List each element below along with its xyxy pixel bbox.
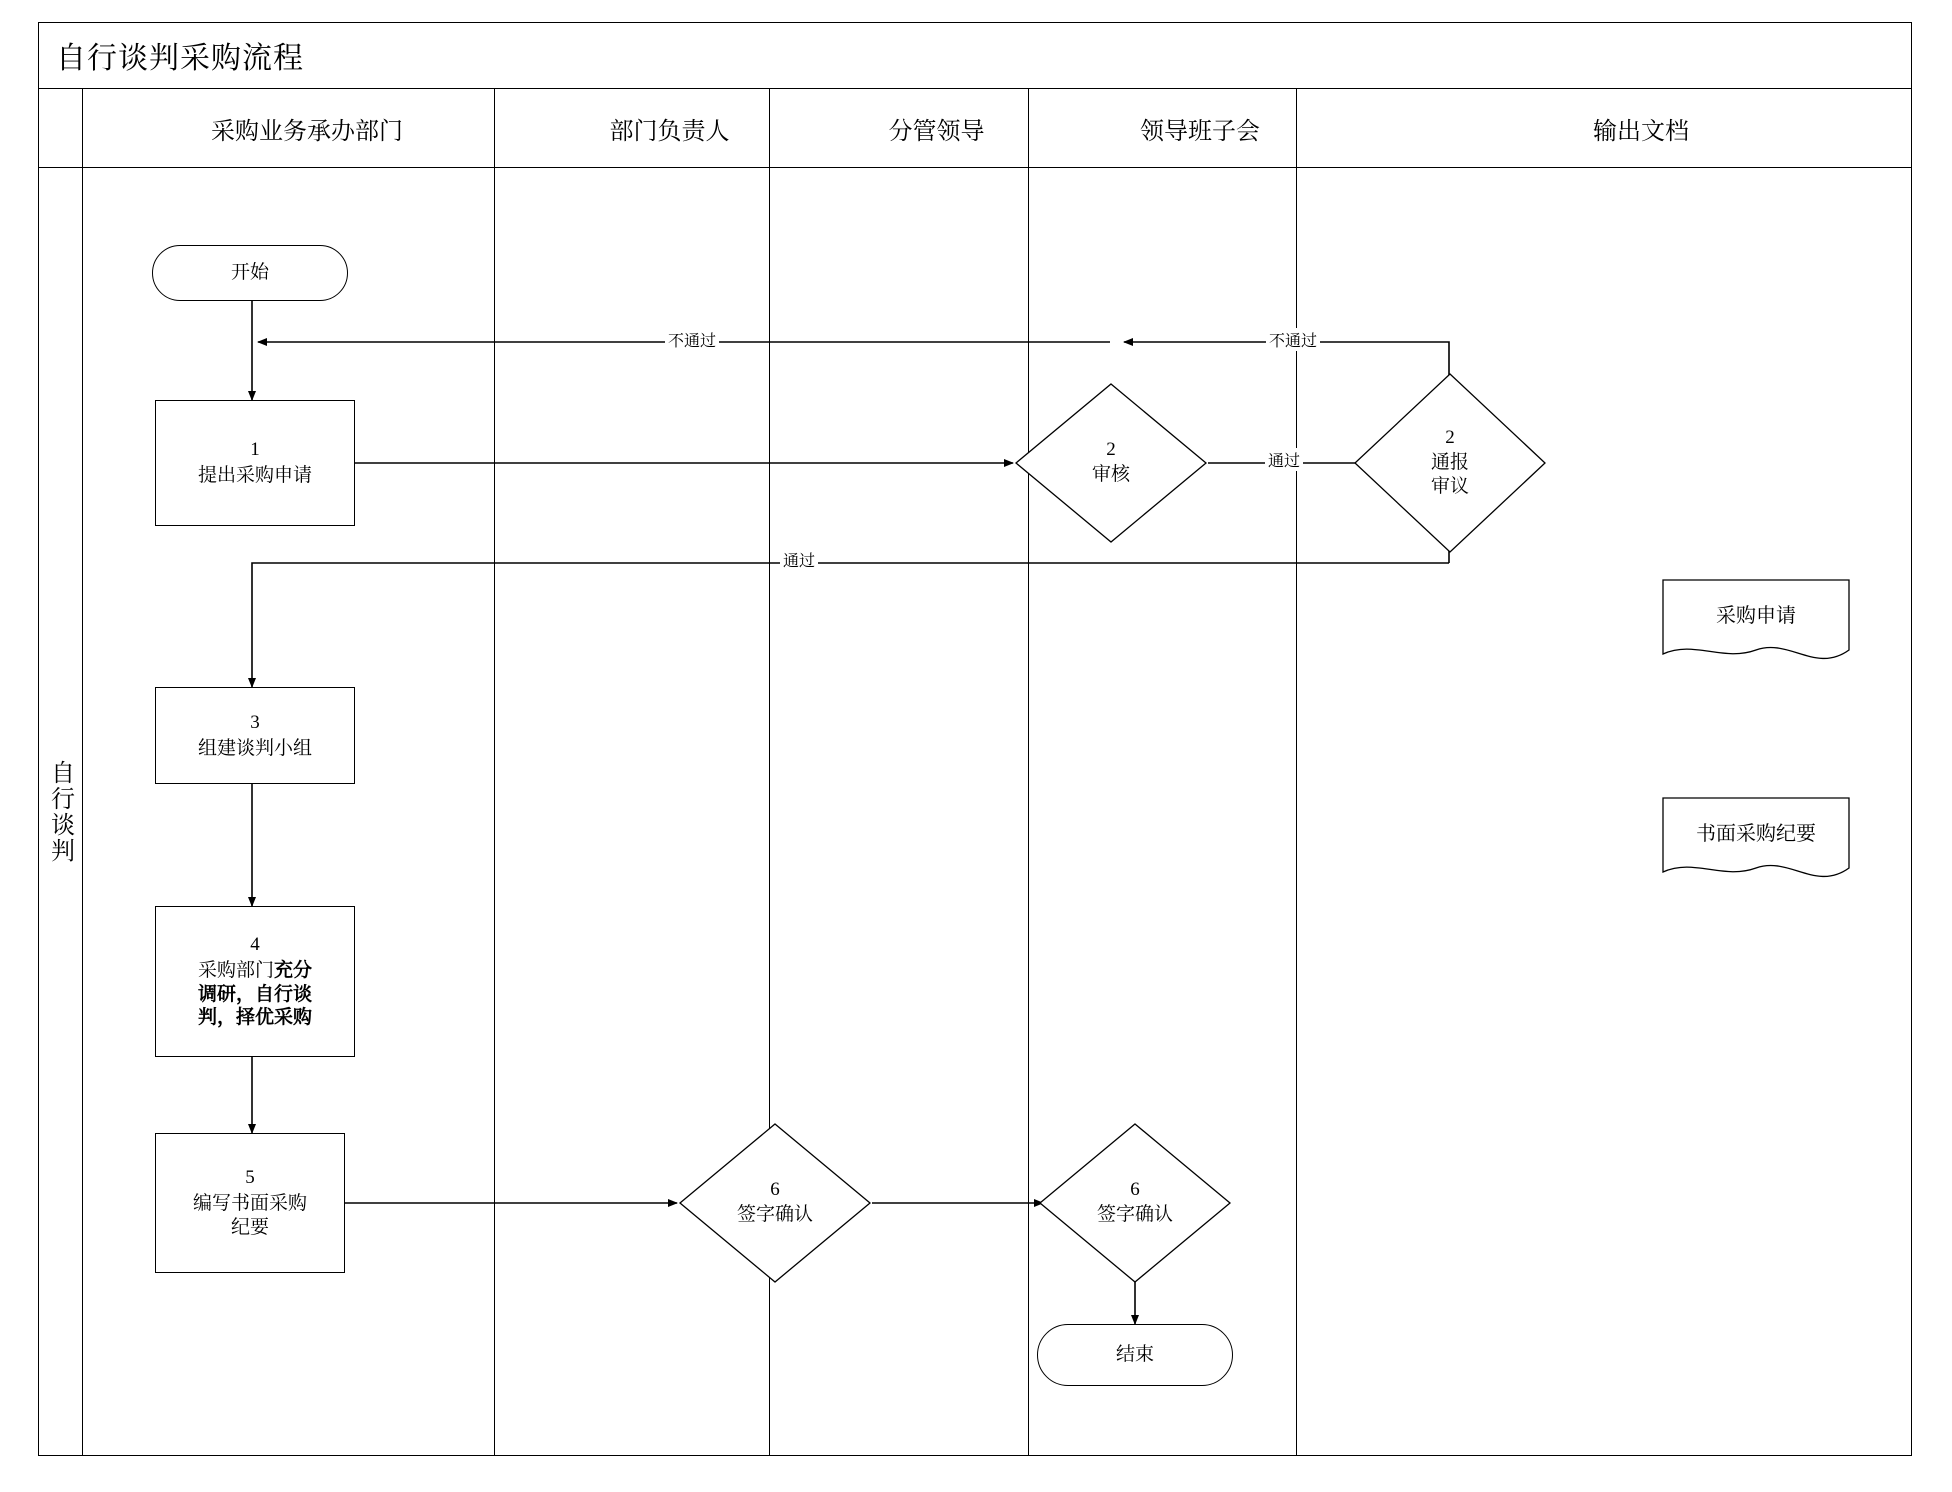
node-step-1-number: 1	[250, 439, 260, 461]
edge-label-pass-down: 通过	[780, 548, 818, 571]
lane-divider-1	[494, 89, 495, 1456]
node-review-number: 2	[1106, 439, 1116, 461]
node-step-3-number: 3	[250, 711, 260, 733]
lane-label-text: 自行谈判	[46, 760, 73, 864]
lane-divider-3	[1028, 89, 1029, 1456]
column-header-dept: 采购业务承办部门	[211, 119, 403, 145]
node-end-label: 结束	[1115, 1344, 1154, 1366]
node-step-4-number: 4	[250, 934, 260, 955]
node-notify-label-1: 通报	[1430, 451, 1469, 473]
doc-written-minutes-label: 书面采购纪要	[1696, 823, 1816, 846]
node-step-3-label: 组建谈判小组	[197, 737, 312, 759]
node-sign-head-number: 6	[770, 1179, 780, 1201]
node-step-4-label-3: 判，择优采购	[197, 1007, 312, 1029]
node-step-3[interactable]	[155, 687, 355, 784]
node-sign-head-label: 签字确认	[736, 1204, 813, 1225]
node-notify-label-2: 审议	[1430, 476, 1469, 498]
column-header-output: 输出文档	[1593, 119, 1689, 145]
doc-purchase-request[interactable]	[1661, 578, 1851, 670]
column-header-committee: 领导班子会	[1140, 119, 1260, 145]
node-sign-head[interactable]	[677, 1121, 873, 1285]
node-step-5-number: 5	[245, 1167, 255, 1189]
node-start-label: 开始	[230, 262, 269, 284]
edge-label-fail-right: 不通过	[1266, 328, 1320, 351]
doc-written-minutes[interactable]	[1661, 796, 1851, 888]
lane-label-negotiation	[38, 168, 82, 1456]
column-header-head: 部门负责人	[609, 119, 730, 145]
node-review[interactable]	[1013, 381, 1209, 545]
column-header-row	[38, 89, 1912, 168]
edge-label-fail-left: 不通过	[665, 328, 719, 351]
lane-divider-0	[82, 89, 83, 1456]
column-header-leader: 分管领导	[888, 119, 985, 145]
node-sign-leader-number: 6	[1130, 1179, 1140, 1201]
node-sign-leader[interactable]	[1037, 1121, 1233, 1285]
node-step-4-label-1: 采购部门充分	[197, 959, 313, 981]
node-sign-leader-label: 签字确认	[1096, 1204, 1173, 1225]
node-step-4-label-2: 调研，自行谈	[197, 983, 312, 1005]
edge-label-pass-mid: 通过	[1265, 448, 1303, 471]
node-notify-number: 2	[1445, 426, 1455, 448]
page-title: 自行谈判采购流程	[56, 42, 304, 75]
node-end[interactable]	[1037, 1324, 1233, 1386]
node-review-label: 审核	[1091, 464, 1130, 485]
node-step-5[interactable]	[155, 1133, 345, 1273]
node-notify[interactable]	[1352, 371, 1548, 555]
node-step-1-label: 提出采购申请	[197, 465, 312, 486]
node-step-5-label-1: 编写书面采购	[192, 1193, 307, 1215]
lane-divider-4	[1296, 89, 1297, 1456]
doc-purchase-request-label: 采购申请	[1716, 605, 1796, 628]
node-step-5-label-2: 纪要	[230, 1216, 269, 1238]
title-band	[38, 22, 1912, 89]
node-start[interactable]	[152, 245, 348, 301]
node-step-4[interactable]	[155, 906, 355, 1057]
node-step-1[interactable]	[155, 400, 355, 526]
